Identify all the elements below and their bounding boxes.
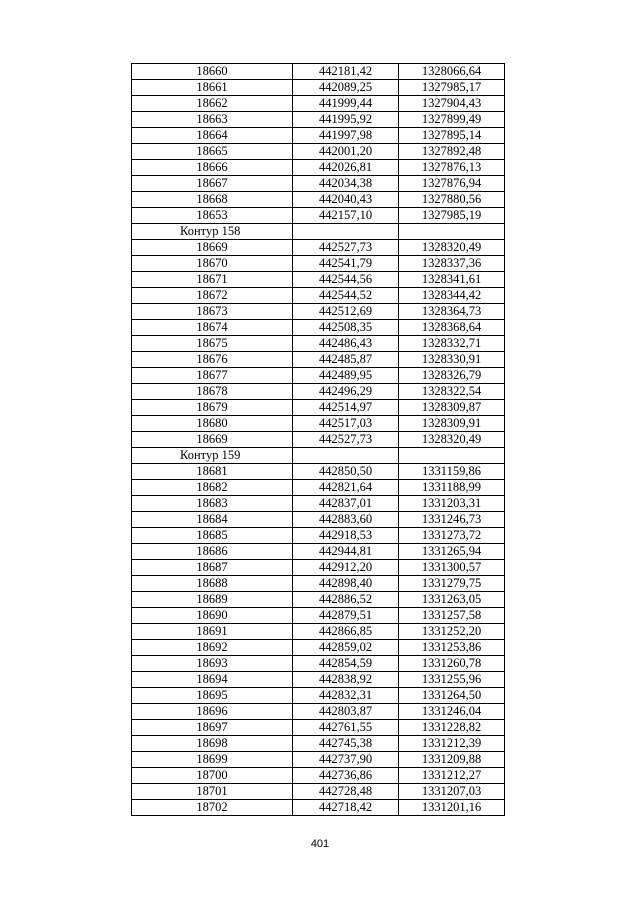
x-coordinate-cell: 442879,51 [293, 608, 399, 624]
x-coordinate-cell: 442718,42 [293, 800, 399, 816]
y-coordinate-cell: 1327892,48 [399, 144, 505, 160]
point-id-cell: 18691 [132, 624, 293, 640]
point-id-cell: 18669 [132, 240, 293, 256]
point-id-cell: 18670 [132, 256, 293, 272]
point-id-cell: 18682 [132, 480, 293, 496]
point-id-cell: 18686 [132, 544, 293, 560]
point-id-cell: 18666 [132, 160, 293, 176]
x-coordinate-cell: 442485,87 [293, 352, 399, 368]
point-id-cell: 18701 [132, 784, 293, 800]
table-row [132, 736, 505, 752]
table-row [132, 144, 505, 160]
y-coordinate-cell: 1328326,79 [399, 368, 505, 384]
point-id-cell: 18660 [132, 64, 293, 80]
point-id-cell: 18681 [132, 464, 293, 480]
x-coordinate-cell: 442496,29 [293, 384, 399, 400]
contour-label: Контур 158 [132, 224, 293, 240]
x-coordinate-cell: 442489,95 [293, 368, 399, 384]
x-coordinate-cell: 442544,52 [293, 288, 399, 304]
point-id-cell: 18674 [132, 320, 293, 336]
point-id-cell: 18676 [132, 352, 293, 368]
point-id-cell: 18700 [132, 768, 293, 784]
table-row [132, 432, 505, 448]
table-row [132, 96, 505, 112]
point-id-cell: 18672 [132, 288, 293, 304]
y-coordinate-cell: 1328332,71 [399, 336, 505, 352]
y-coordinate-cell: 1327876,94 [399, 176, 505, 192]
x-coordinate-cell: 442850,50 [293, 464, 399, 480]
point-id-cell: 18689 [132, 592, 293, 608]
empty-cell [293, 448, 399, 464]
x-coordinate-cell: 442803,87 [293, 704, 399, 720]
y-coordinate-cell: 1328066,64 [399, 64, 505, 80]
table-row [132, 592, 505, 608]
point-id-cell: 18653 [132, 208, 293, 224]
y-coordinate-cell: 1331201,16 [399, 800, 505, 816]
y-coordinate-cell: 1328320,49 [399, 240, 505, 256]
table-row [132, 128, 505, 144]
table-row [132, 768, 505, 784]
x-coordinate-cell: 442001,20 [293, 144, 399, 160]
x-coordinate-cell: 442517,03 [293, 416, 399, 432]
table-row [132, 704, 505, 720]
x-coordinate-cell: 442838,92 [293, 672, 399, 688]
y-coordinate-cell: 1331212,27 [399, 768, 505, 784]
table-row [132, 240, 505, 256]
x-coordinate-cell: 442026,81 [293, 160, 399, 176]
y-coordinate-cell: 1331207,03 [399, 784, 505, 800]
table-row [132, 464, 505, 480]
x-coordinate-cell: 442761,55 [293, 720, 399, 736]
point-id-cell: 18671 [132, 272, 293, 288]
table-row [132, 192, 505, 208]
table-row [132, 528, 505, 544]
contour-label: Контур 159 [132, 448, 293, 464]
x-coordinate-cell: 442527,73 [293, 432, 399, 448]
y-coordinate-cell: 1331228,82 [399, 720, 505, 736]
y-coordinate-cell: 1327880,56 [399, 192, 505, 208]
x-coordinate-cell: 442854,59 [293, 656, 399, 672]
point-id-cell: 18685 [132, 528, 293, 544]
y-coordinate-cell: 1331203,31 [399, 496, 505, 512]
x-coordinate-cell: 442912,20 [293, 560, 399, 576]
x-coordinate-cell: 442040,43 [293, 192, 399, 208]
table-row [132, 112, 505, 128]
table-row [132, 656, 505, 672]
y-coordinate-cell: 1331264,50 [399, 688, 505, 704]
table-row [132, 416, 505, 432]
table-row [132, 336, 505, 352]
x-coordinate-cell: 442832,31 [293, 688, 399, 704]
point-id-cell: 18665 [132, 144, 293, 160]
point-id-cell: 18679 [132, 400, 293, 416]
x-coordinate-cell: 442859,02 [293, 640, 399, 656]
coordinates-table [131, 63, 505, 816]
table-row [132, 496, 505, 512]
y-coordinate-cell: 1328322,54 [399, 384, 505, 400]
table-row [132, 608, 505, 624]
x-coordinate-cell: 442034,38 [293, 176, 399, 192]
point-id-cell: 18661 [132, 80, 293, 96]
point-id-cell: 18663 [132, 112, 293, 128]
table-row [132, 160, 505, 176]
contour-header-row [132, 224, 505, 240]
table-row [132, 176, 505, 192]
table-row [132, 624, 505, 640]
x-coordinate-cell: 442898,40 [293, 576, 399, 592]
point-id-cell: 18696 [132, 704, 293, 720]
x-coordinate-cell: 442157,10 [293, 208, 399, 224]
point-id-cell: 18692 [132, 640, 293, 656]
x-coordinate-cell: 441995,92 [293, 112, 399, 128]
x-coordinate-cell: 442883,60 [293, 512, 399, 528]
y-coordinate-cell: 1328341,61 [399, 272, 505, 288]
y-coordinate-cell: 1331209,88 [399, 752, 505, 768]
x-coordinate-cell: 442886,52 [293, 592, 399, 608]
y-coordinate-cell: 1331188,99 [399, 480, 505, 496]
y-coordinate-cell: 1331252,20 [399, 624, 505, 640]
y-coordinate-cell: 1327904,43 [399, 96, 505, 112]
x-coordinate-cell: 442541,79 [293, 256, 399, 272]
y-coordinate-cell: 1328344,42 [399, 288, 505, 304]
point-id-cell: 18699 [132, 752, 293, 768]
point-id-cell: 18697 [132, 720, 293, 736]
y-coordinate-cell: 1327985,17 [399, 80, 505, 96]
table-row [132, 560, 505, 576]
y-coordinate-cell: 1327876,13 [399, 160, 505, 176]
x-coordinate-cell: 442089,25 [293, 80, 399, 96]
table-row [132, 288, 505, 304]
y-coordinate-cell: 1328309,87 [399, 400, 505, 416]
x-coordinate-cell: 441997,98 [293, 128, 399, 144]
empty-cell [399, 224, 505, 240]
point-id-cell: 18683 [132, 496, 293, 512]
x-coordinate-cell: 442745,38 [293, 736, 399, 752]
x-coordinate-cell: 442544,56 [293, 272, 399, 288]
table-row [132, 480, 505, 496]
point-id-cell: 18677 [132, 368, 293, 384]
x-coordinate-cell: 442736,86 [293, 768, 399, 784]
table-row [132, 640, 505, 656]
y-coordinate-cell: 1331257,58 [399, 608, 505, 624]
table-row [132, 80, 505, 96]
table-row [132, 672, 505, 688]
x-coordinate-cell: 442837,01 [293, 496, 399, 512]
point-id-cell: 18673 [132, 304, 293, 320]
table-row [132, 304, 505, 320]
x-coordinate-cell: 442527,73 [293, 240, 399, 256]
y-coordinate-cell: 1331300,57 [399, 560, 505, 576]
table-row [132, 688, 505, 704]
table-row [132, 720, 505, 736]
table-row [132, 544, 505, 560]
empty-cell [399, 448, 505, 464]
point-id-cell: 18669 [132, 432, 293, 448]
y-coordinate-cell: 1327899,49 [399, 112, 505, 128]
table-row [132, 320, 505, 336]
x-coordinate-cell: 441999,44 [293, 96, 399, 112]
empty-cell [293, 224, 399, 240]
x-coordinate-cell: 442728,48 [293, 784, 399, 800]
y-coordinate-cell: 1331279,75 [399, 576, 505, 592]
x-coordinate-cell: 442514,97 [293, 400, 399, 416]
point-id-cell: 18675 [132, 336, 293, 352]
y-coordinate-cell: 1331246,04 [399, 704, 505, 720]
y-coordinate-cell: 1331260,78 [399, 656, 505, 672]
x-coordinate-cell: 442866,85 [293, 624, 399, 640]
x-coordinate-cell: 442737,90 [293, 752, 399, 768]
table-row [132, 352, 505, 368]
point-id-cell: 18664 [132, 128, 293, 144]
y-coordinate-cell: 1331159,86 [399, 464, 505, 480]
point-id-cell: 18680 [132, 416, 293, 432]
point-id-cell: 18668 [132, 192, 293, 208]
y-coordinate-cell: 1331253,86 [399, 640, 505, 656]
y-coordinate-cell: 1328309,91 [399, 416, 505, 432]
point-id-cell: 18678 [132, 384, 293, 400]
y-coordinate-cell: 1331255,96 [399, 672, 505, 688]
point-id-cell: 18667 [132, 176, 293, 192]
y-coordinate-cell: 1331246,73 [399, 512, 505, 528]
y-coordinate-cell: 1331263,05 [399, 592, 505, 608]
y-coordinate-cell: 1331265,94 [399, 544, 505, 560]
point-id-cell: 18690 [132, 608, 293, 624]
point-id-cell: 18694 [132, 672, 293, 688]
table-row [132, 272, 505, 288]
y-coordinate-cell: 1328330,91 [399, 352, 505, 368]
x-coordinate-cell: 442821,64 [293, 480, 399, 496]
y-coordinate-cell: 1331273,72 [399, 528, 505, 544]
table-row [132, 800, 505, 816]
table-row [132, 576, 505, 592]
coordinates-table-body [132, 64, 505, 816]
y-coordinate-cell: 1328320,49 [399, 432, 505, 448]
x-coordinate-cell: 442486,43 [293, 336, 399, 352]
x-coordinate-cell: 442512,69 [293, 304, 399, 320]
y-coordinate-cell: 1328364,73 [399, 304, 505, 320]
y-coordinate-cell: 1331212,39 [399, 736, 505, 752]
point-id-cell: 18687 [132, 560, 293, 576]
table-row [132, 784, 505, 800]
table-row [132, 208, 505, 224]
x-coordinate-cell: 442944,81 [293, 544, 399, 560]
x-coordinate-cell: 442918,53 [293, 528, 399, 544]
point-id-cell: 18684 [132, 512, 293, 528]
point-id-cell: 18693 [132, 656, 293, 672]
table-row [132, 752, 505, 768]
point-id-cell: 18695 [132, 688, 293, 704]
table-row [132, 512, 505, 528]
contour-header-row [132, 448, 505, 464]
y-coordinate-cell: 1327985,19 [399, 208, 505, 224]
table-row [132, 400, 505, 416]
x-coordinate-cell: 442181,42 [293, 64, 399, 80]
point-id-cell: 18662 [132, 96, 293, 112]
table-row [132, 384, 505, 400]
point-id-cell: 18702 [132, 800, 293, 816]
table-row [132, 64, 505, 80]
x-coordinate-cell: 442508,35 [293, 320, 399, 336]
y-coordinate-cell: 1327895,14 [399, 128, 505, 144]
table-row [132, 256, 505, 272]
point-id-cell: 18688 [132, 576, 293, 592]
y-coordinate-cell: 1328368,64 [399, 320, 505, 336]
table-row [132, 368, 505, 384]
point-id-cell: 18698 [132, 736, 293, 752]
y-coordinate-cell: 1328337,36 [399, 256, 505, 272]
page-number: 401 [310, 838, 330, 850]
